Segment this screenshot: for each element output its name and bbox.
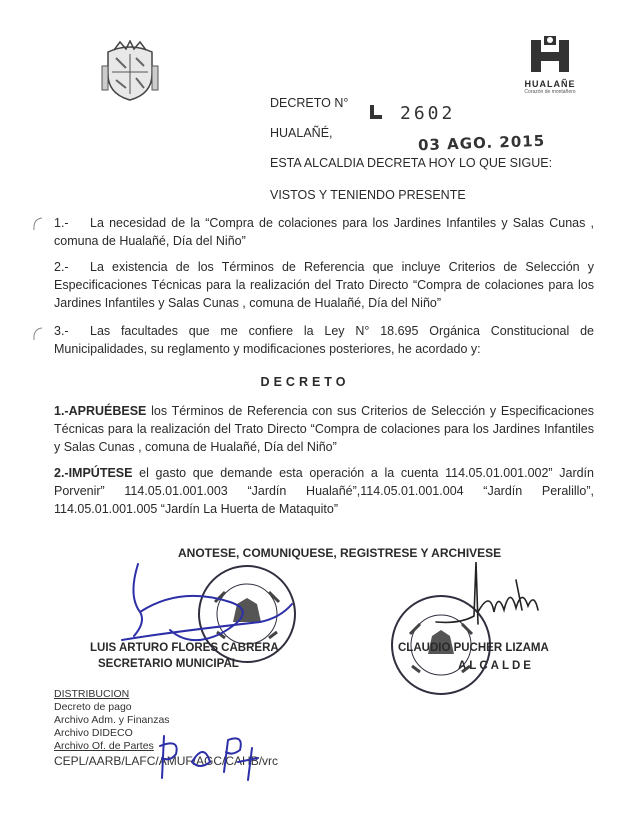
distribution-item: Archivo DIDECO	[54, 727, 133, 739]
margin-mark-icon	[30, 216, 44, 232]
hualane-logo	[520, 36, 580, 95]
margin-mark-icon	[30, 326, 44, 342]
logo-subtext: Corazón de montañero	[524, 89, 576, 95]
vistos-heading: VISTOS Y TENIENDO PRESENTE	[270, 188, 466, 202]
mayor-signature	[430, 552, 560, 634]
resolutivo-text: los Términos de Referencia con sus Criterios de Selección y Especificaciones Técnicas para la realización del Trato Directo “Compra de colaciones para los Jardines Infantiles y Salas Cunas , comuna de Hualañé, Día del Niño”	[54, 404, 594, 454]
distribution-item: Archivo Adm. y Finanzas	[54, 714, 170, 726]
considerando-number: 3.-	[54, 324, 69, 338]
mayor-title: ALCALDE	[458, 660, 534, 672]
decreto-label: DECRETO N°	[270, 96, 349, 110]
resolutivo-1	[54, 402, 594, 456]
resolutivo-lead: 1.-APRUÉBESE	[54, 404, 147, 418]
intro-line: ESTA ALCALDIA DECRETA HOY LO QUE SIGUE:	[270, 156, 553, 170]
stamp-mark-icon	[368, 103, 384, 121]
considerando-text: La existencia de los Términos de Referencia que incluye Criterios de Selección y Especificaciones Técnicas para la realización del Trato Directo “Compra de colaciones para los Jardines Infantiles y Salas Cunas , comuna de Hualañé, Día del Niño”	[54, 260, 594, 310]
resolutivo-text: el gasto que demande esta operación a la cuenta 114.05.01.001.002” Jardín Porvenir” 114.05.01.001.003 “Jardín Hualañé”,114.05.01.001.004 “Jardín Peralillo”, 114.05.01.001.005 “Jardín La Huerta de Mataquito”	[54, 466, 594, 516]
date-stamp: 03 AGO. 2015	[417, 131, 546, 155]
hualane-h-logo-icon	[527, 36, 573, 76]
considerando-3	[54, 322, 594, 358]
distribution-item: Archivo Of. de Partes	[54, 740, 154, 752]
decreto-heading: DECRETO	[260, 375, 350, 389]
decreto-number-stamp: 2602	[400, 103, 456, 124]
resolutivo-2	[54, 464, 594, 518]
secretary-signature	[110, 556, 300, 654]
considerando-text: Las facultades que me confiere la Ley N° 18.695 Orgánica Constitucional de Municipalidades, su reglamento y modificaciones posteriores, he acordado y:	[54, 324, 594, 356]
considerando-number: 1.-	[54, 216, 69, 230]
resolutivo-lead: 2.-IMPÚTESE	[54, 466, 133, 480]
considerando-1	[54, 214, 594, 250]
distribution-item: Decreto de pago	[54, 701, 132, 713]
considerando-2	[54, 258, 594, 312]
considerando-text: La necesidad de la “Compra de colaciones para los Jardines Infantiles y Salas Cunas , comuna de Hualañé, Día del Niño”	[54, 216, 594, 248]
mayor-name: CLAUDIO PUCHER LIZAMA	[398, 642, 549, 654]
distribution-initials: CEPL/AARB/LAFC/AMUF/AGC/CAHB/vrc	[54, 754, 279, 768]
closing-line: ANOTESE, COMUNIQUESE, REGISTRESE Y ARCHIVESE	[178, 546, 502, 560]
considerando-number: 2.-	[54, 260, 69, 274]
place-label: HUALAÑÉ,	[270, 126, 333, 140]
municipal-crest-icon	[100, 40, 160, 102]
initials-scribble	[140, 732, 280, 784]
logo-text: HUALAÑE	[524, 79, 576, 89]
distribution-title: DISTRIBUCION	[54, 688, 130, 700]
secretary-title: SECRETARIO MUNICIPAL	[98, 658, 239, 670]
secretary-name: LUIS ARTURO FLORES CABRERA	[90, 642, 279, 654]
